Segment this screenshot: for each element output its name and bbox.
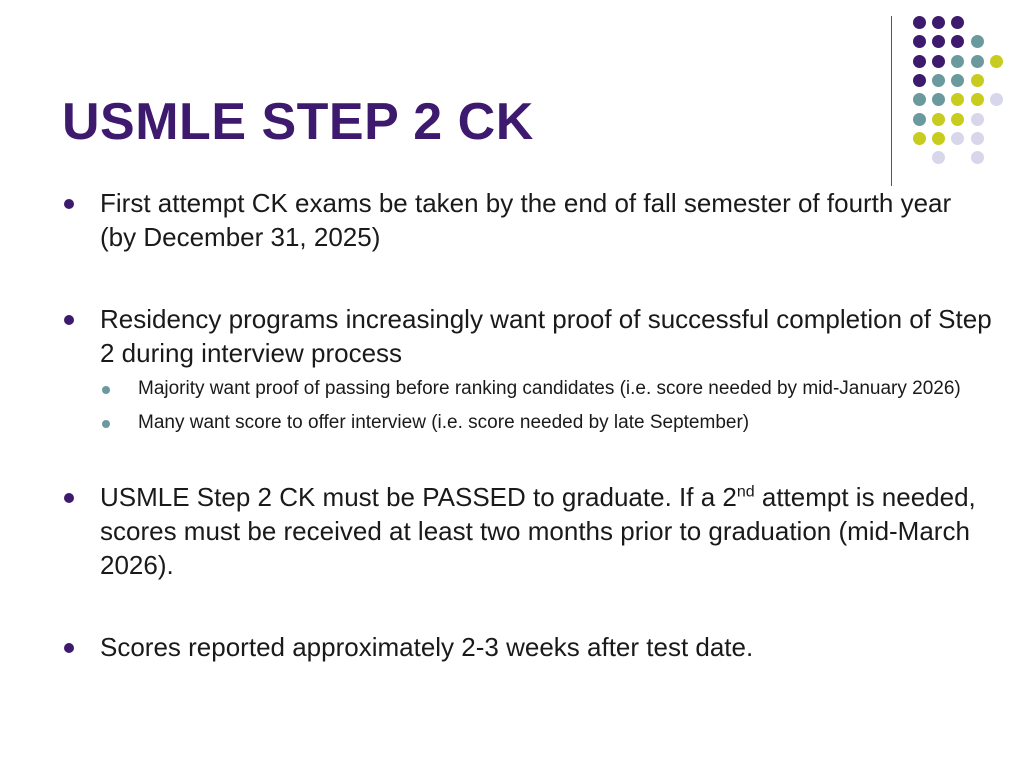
decorative-dot: [932, 151, 945, 164]
decorative-dot: [932, 35, 945, 48]
bullet-item-4: [62, 630, 992, 664]
decorative-divider: [891, 16, 892, 186]
decorative-dot: [951, 55, 964, 68]
decorative-dot: [913, 74, 926, 87]
decorative-dot: [990, 55, 1003, 68]
decorative-dot: [971, 151, 984, 164]
decorative-dot: [951, 16, 964, 29]
sub-bullet-text: Many want score to offer interview (i.e. score needed by late September): [138, 412, 750, 433]
decorative-dot: [951, 93, 964, 106]
sub-bullet-marker: [102, 386, 110, 394]
bullet-text: First attempt CK exams be taken by the end of fall semester of fourth year (by December 31, 2025): [100, 188, 952, 252]
bullet-list: [62, 186, 992, 664]
decorative-dot: [932, 16, 945, 29]
decorative-dot: [913, 93, 926, 106]
decorative-dot: [913, 113, 926, 126]
decorative-dot: [913, 35, 926, 48]
bullet-text-part: USMLE Step 2 CK must be PASSED to graduate. If a 2: [100, 482, 737, 512]
decorative-dot: [971, 35, 984, 48]
bullet-item-2: [62, 302, 992, 370]
sub-bullet-list: [62, 376, 992, 436]
decorative-dot: [932, 55, 945, 68]
decorative-dot: [951, 74, 964, 87]
bullet-item-3: [62, 480, 992, 582]
bullet-text: Scores reported approximately 2-3 weeks after test date.: [100, 632, 754, 662]
bullet-marker: [64, 315, 74, 325]
bullet-item-1: [62, 186, 992, 254]
decorative-dot: [932, 93, 945, 106]
ordinal-superscript: nd: [736, 483, 755, 501]
sub-bullet-item-2: [62, 410, 992, 436]
bullet-text: Residency programs increasingly want proof of successful completion of Step 2 during interview process: [100, 304, 992, 368]
bullet-marker: [64, 643, 74, 653]
bullet-text: [100, 480, 992, 582]
bullet-marker: [64, 199, 74, 209]
decorative-dot: [932, 113, 945, 126]
decorative-dot: [971, 93, 984, 106]
decorative-dot: [971, 132, 984, 145]
bullet-text-part: attempt is needed, scores must be received at least two months prior to graduation (mid-March 2026).: [100, 482, 976, 580]
decorative-dot: [913, 55, 926, 68]
bullet-marker: [64, 493, 74, 503]
sub-bullet-item-1: [62, 376, 992, 402]
decorative-dot: [971, 55, 984, 68]
decorative-dot: [951, 113, 964, 126]
slide-title: USMLE STEP 2 CK: [62, 93, 534, 151]
decorative-dot: [951, 132, 964, 145]
decorative-dot: [971, 113, 984, 126]
decorative-dot: [913, 16, 926, 29]
sub-bullet-text: Majority want proof of passing before ranking candidates (i.e. score needed by mid-January 2026): [138, 378, 961, 399]
decorative-dot: [951, 35, 964, 48]
sub-bullet-marker: [102, 420, 110, 428]
decorative-dot: [990, 93, 1003, 106]
decorative-dot: [932, 74, 945, 87]
decorative-dot: [913, 132, 926, 145]
decorative-dot: [971, 74, 984, 87]
decorative-dot: [932, 132, 945, 145]
